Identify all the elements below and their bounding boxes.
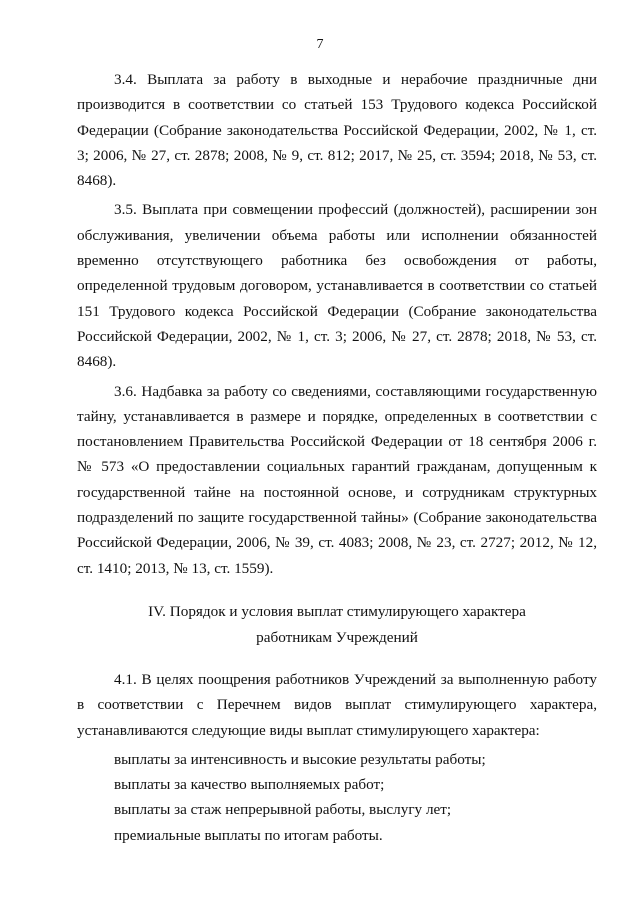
section-4-heading-line-2: работникам Учреждений bbox=[256, 628, 418, 646]
section-4-heading-line-1: IV. Порядок и условия выплат стимулирующего характера bbox=[148, 602, 526, 620]
list-item: выплаты за стаж непрерывной работы, выслугу лет; bbox=[114, 801, 452, 819]
paragraph-3-4: 3.4. Выплата за работу в выходные и нерабочие праздничные дни производится в соответствии со статьей 153 Трудового кодекса Российской Федерации (Собрание законодательства Российской Федерации, 2002, № 1, ст. 3; 2006, № 27, ст. 2878; 2008, № 9, ст. 812; 2017, № 25, ст. 3594; 2018, № 53, ст. 8468). bbox=[77, 71, 597, 190]
paragraph-3-5: 3.5. Выплата при совмещении профессий (должностей), расширении зон обслуживания, увеличении объема работы или исполнении обязанностей временно отсутствующего работника без освобождения от работы, определенной трудовым договором, устанавливается в соответствии со статьей 151 Трудового кодекса Российской Федерации (Собрание законодательства Российской Федерации, 2002, № 1, ст. 3; 2006, № 27, ст. 2878; 2018, № 53, ст. 8468). bbox=[77, 201, 597, 371]
list-item: выплаты за интенсивность и высокие результаты работы; bbox=[114, 750, 486, 768]
payment-types-list bbox=[77, 747, 597, 848]
document-body bbox=[77, 67, 597, 848]
list-item: премиальные выплаты по итогам работы. bbox=[114, 826, 383, 844]
paragraph-3-6: 3.6. Надбавка за работу со сведениями, составляющими государственную тайну, устанавливается в размере и порядке, определенных в соответствии с постановлением Правительства Российской Федерации от 18 сентября 2006 г. № 573 «О предоставлении социальных гарантий гражданам, допущенным к государственной тайне на постоянной основе, и сотрудникам структурных подразделений по защите государственной тайны» (Собрание законодательства Российской Федерации, 2006, № 39, ст. 4083; 2008, № 23, ст. 2727; 2012, № 12, ст. 1410; 2013, № 13, ст. 1559). bbox=[77, 382, 597, 577]
section-4-heading bbox=[77, 599, 597, 651]
paragraph-4-1: 4.1. В целях поощрения работников Учреждений за выполненную работу в соответствии с Перечнем видов выплат стимулирующего характера, устанавливаются следующие виды выплат стимулирующего характера: bbox=[77, 670, 597, 739]
list-item: выплаты за качество выполняемых работ; bbox=[114, 776, 385, 794]
page-number: 7 bbox=[316, 37, 324, 52]
